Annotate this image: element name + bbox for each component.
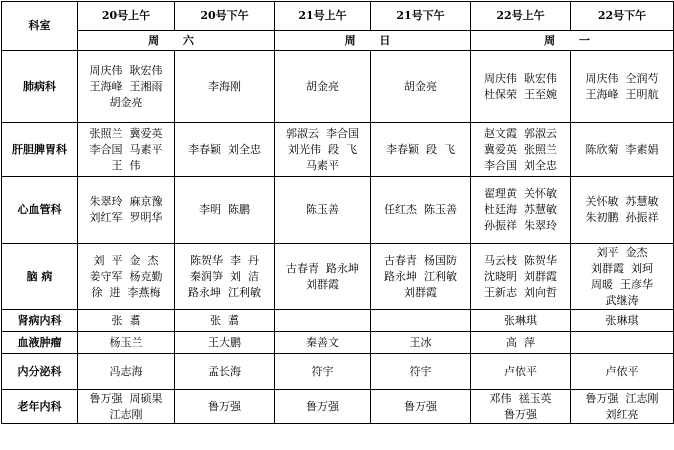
doctor-names-line: 高 萍: [506, 335, 535, 349]
schedule-cell: [175, 244, 275, 310]
schedule-cell: [371, 177, 471, 244]
schedule-cell: [471, 390, 571, 424]
doctor-names-line: 姜守军 杨克勤: [89, 269, 163, 283]
doctor-names-line: 王大鹏: [208, 335, 241, 349]
doctor-names-line: 陈贺华 李 丹: [190, 253, 259, 267]
header-row-days: [2, 2, 674, 31]
doctor-names-line: 赵文霞 郭淑云: [484, 126, 557, 140]
schedule-cell: [471, 310, 571, 332]
schedule-cell: [371, 354, 471, 390]
schedule-cell: [371, 390, 471, 424]
schedule-table: [1, 1, 674, 424]
schedule-body: [2, 2, 674, 424]
schedule-cell: [175, 332, 275, 354]
doctor-names-line: 邓伟 禚玉英: [489, 391, 552, 405]
doctor-names-line: 武继涛: [605, 293, 639, 307]
day-header: 20号上午: [78, 2, 175, 31]
schedule-cell: [275, 177, 371, 244]
doctor-names-line: 孟长海: [208, 364, 241, 378]
schedule-cell: [471, 123, 571, 177]
schedule-cell: [571, 244, 674, 310]
doctor-names-line: 鲁万强: [208, 399, 241, 413]
doctor-names-line: 陈玉善: [306, 203, 339, 216]
schedule-cell: [571, 123, 674, 177]
doctor-names-line: 杜廷海 苏慧敏: [484, 203, 557, 216]
doctor-names-line: 杨玉兰: [109, 335, 143, 349]
schedule-cell: [275, 332, 371, 354]
doctor-names-line: 张琳琪: [605, 313, 639, 327]
doctor-names-line: 秦润笋 刘 洁: [190, 269, 259, 283]
doctor-names-line: 王海峰 王明航: [585, 87, 659, 101]
doctor-names-line: 路永坤 江利敏: [188, 285, 261, 299]
doctor-names-line: 王冰: [409, 335, 432, 349]
schedule-cell: [275, 390, 371, 424]
doctor-names-line: 鲁万强 江志刚: [585, 391, 659, 405]
doctor-names-line: 朱初鹏 孙振祥: [585, 211, 659, 224]
doctor-names-line: 卢依平: [504, 364, 537, 378]
doctor-names-line: 周庆伟 耿宏伟: [484, 71, 557, 85]
doctor-names-line: 张 翥: [210, 313, 239, 327]
department-row: [2, 354, 674, 390]
schedule-cell: [78, 51, 175, 123]
doctor-names-line: 徐 进 李燕梅: [91, 285, 161, 299]
doctor-names-line: 路永坤 江利敏: [384, 269, 457, 283]
doctor-names-line: 周庆伟 仝润芍: [585, 71, 659, 85]
schedule-cell: [78, 123, 175, 177]
doctor-names-line: 符宇: [311, 364, 334, 378]
schedule-cell: [471, 177, 571, 244]
doctor-names-line: 马素平: [306, 158, 339, 172]
schedule-cell: [78, 177, 175, 244]
doctor-names-line: 郭淑云 李合国: [286, 126, 359, 140]
doctor-names-line: 鲁万强: [504, 407, 537, 421]
doctor-names-line: 刘群霞: [306, 277, 339, 291]
weekday-header: 周 六: [78, 31, 275, 51]
corner-header: 科室: [2, 2, 78, 51]
day-header: 22号下午: [571, 2, 674, 31]
doctor-names-line: 鲁万强: [306, 399, 339, 413]
schedule-cell: [275, 123, 371, 177]
doctor-names-line: 孙振祥 朱翠玲: [484, 219, 557, 232]
doctor-names-line: 王海峰 王湘雨: [89, 79, 163, 93]
department-name: 血液肿瘤: [2, 332, 78, 354]
doctor-names-line: 张照兰 冀爱英: [89, 126, 163, 140]
doctor-names-line: 刘红军 罗明华: [89, 211, 163, 224]
doctor-names-line: 胡金亮: [404, 79, 437, 93]
doctor-names-line: 杜保荣 王至婉: [484, 87, 557, 101]
schedule-cell: [471, 244, 571, 310]
day-header: 22号上午: [471, 2, 571, 31]
schedule-cell: [78, 310, 175, 332]
header-row-weekdays: [2, 31, 674, 51]
day-header: 21号下午: [371, 2, 471, 31]
schedule-cell: [371, 310, 471, 332]
department-name: 心血管科: [2, 177, 78, 244]
schedule-cell: [471, 51, 571, 123]
department-row: [2, 332, 674, 354]
department-name: 肺病科: [2, 51, 78, 123]
doctor-names-line: 王 伟: [111, 158, 141, 172]
department-row: [2, 244, 674, 310]
schedule-cell: [78, 390, 175, 424]
schedule-cell: [175, 310, 275, 332]
doctor-names-line: 周暖 王彦华: [591, 277, 653, 291]
doctor-names-line: 秦善文: [306, 335, 339, 349]
department-row: [2, 310, 674, 332]
schedule-cell: [275, 354, 371, 390]
doctor-names-line: 关怀敏 苏慧敏: [585, 195, 659, 208]
schedule-cell: [275, 51, 371, 123]
schedule-cell: [571, 51, 674, 123]
schedule-cell: [275, 244, 371, 310]
doctor-names-line: 朱翠玲 麻京豫: [89, 195, 163, 208]
day-header: 21号上午: [275, 2, 371, 31]
doctor-names-line: 马云枝 陈贺华: [484, 253, 557, 267]
doctor-names-line: 李明 陈鹏: [199, 203, 250, 216]
day-header: 20号下午: [175, 2, 275, 31]
doctor-names-line: 张琳琪: [504, 313, 537, 327]
schedule-cell: [571, 390, 674, 424]
schedule-cell: [571, 310, 674, 332]
schedule-cell: [175, 177, 275, 244]
schedule-cell: [371, 123, 471, 177]
doctor-names-line: 刘群霞 刘珂: [591, 261, 653, 275]
doctor-names-line: 鲁万强 周硕果: [89, 391, 163, 405]
doctor-names-line: 陈欣菊 李素娟: [585, 142, 659, 156]
schedule-cell: [471, 332, 571, 354]
weekday-header: 周 日: [275, 31, 471, 51]
schedule-cell: [371, 51, 471, 123]
department-row: [2, 123, 674, 177]
department-name: 内分泌科: [2, 354, 78, 390]
schedule-cell: [175, 123, 275, 177]
department-row: [2, 390, 674, 424]
doctor-names-line: 刘平 金杰: [596, 245, 648, 259]
schedule-cell: [371, 244, 471, 310]
doctor-names-line: 王新志 刘向哲: [484, 285, 557, 299]
doctor-names-line: 李春颖 刘全忠: [188, 142, 261, 156]
schedule-cell: [175, 51, 275, 123]
department-name: 老年内科: [2, 390, 78, 424]
schedule-cell: [175, 354, 275, 390]
doctor-names-line: 刘红亮: [605, 407, 639, 421]
department-name: 脑 病: [2, 244, 78, 310]
doctor-names-line: 古春青 路永坤: [286, 261, 359, 275]
doctor-names-line: 李海刚: [208, 79, 241, 93]
doctor-names-line: 周庆伟 耿宏伟: [89, 63, 163, 77]
doctor-names-line: 沈晓明 刘群霞: [484, 269, 557, 283]
doctor-names-line: 李合国 刘全忠: [484, 158, 557, 172]
department-name: 肾病内科: [2, 310, 78, 332]
doctor-names-line: 李合国 马素平: [89, 142, 163, 156]
schedule-cell: [371, 332, 471, 354]
doctor-names-line: 卢依平: [605, 364, 639, 378]
doctor-names-line: 江志刚: [109, 407, 143, 421]
department-row: [2, 51, 674, 123]
doctor-names-line: 任红杰 陈玉善: [384, 203, 457, 216]
doctor-names-line: 冯志海: [109, 364, 143, 378]
doctor-names-line: 刘光伟 段 飞: [288, 142, 357, 156]
doctor-names-line: 李春颖 段 飞: [386, 142, 455, 156]
doctor-names-line: 翟理黄 关怀敏: [484, 187, 557, 200]
schedule-cell: [78, 332, 175, 354]
schedule-cell: [571, 332, 674, 354]
schedule-cell: [175, 390, 275, 424]
schedule-cell: [571, 177, 674, 244]
doctor-names-line: 张 翥: [111, 313, 141, 327]
weekday-header: 周 一: [471, 31, 674, 51]
doctor-names-line: 冀爱英 张照兰: [484, 142, 557, 156]
doctor-names-line: 胡金亮: [306, 79, 339, 93]
schedule-cell: [471, 354, 571, 390]
department-name: 肝胆脾胃科: [2, 123, 78, 177]
doctor-names-line: 刘群霞: [404, 285, 437, 299]
schedule-cell: [571, 354, 674, 390]
department-row: [2, 177, 674, 244]
schedule-cell: [78, 354, 175, 390]
schedule-cell: [275, 310, 371, 332]
schedule-cell: [78, 244, 175, 310]
doctor-names-line: 符宇: [409, 364, 432, 378]
doctor-names-line: 古春青 杨国防: [384, 253, 457, 267]
doctor-names-line: 鲁万强: [404, 399, 437, 413]
doctor-names-line: 胡金亮: [109, 95, 143, 109]
doctor-names-line: 刘 平 金 杰: [93, 253, 159, 267]
